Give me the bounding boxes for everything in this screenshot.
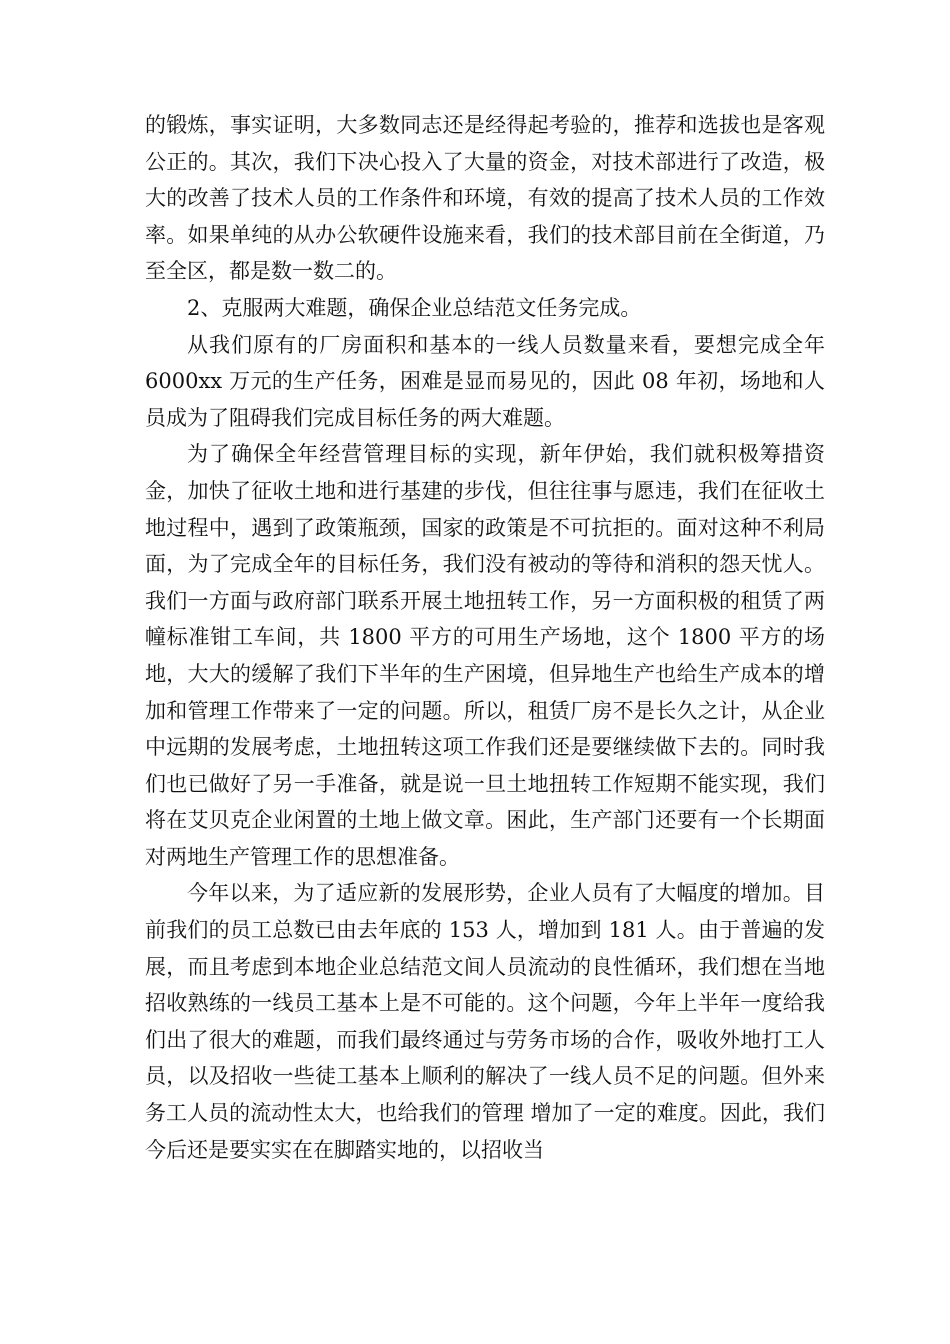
- paragraph-1: 的锻炼，事实证明，大多数同志还是经得起考验的，推荐和选拔也是客观公正的。其次，我们下决心投入了大量的资金，对技术部进行了改造，极大的改善了技术人员的工作条件和环境，有效的提高了技术人员的工作效率。如果单纯的从办公软硬件设施来看，我们的技术部目前在全街道，乃至全区，都是数一数二的。: [145, 113, 825, 284]
- paragraph-4: 为了确保全年经营管理目标的实现，新年伊始，我们就积极筹措资金，加快了征收土地和进行基建的步伐，但往往事与愿违，我们在征收土地过程中，遇到了政策瓶颈，国家的政策是不可抗拒的。面对这种不利局面，为了完成全年的目标任务，我们没有被动的等待和消积的怨天忧人。我们一方面与政府部门联系开展土地扭转工作，另一方面积极的租赁了两幢标准钳工车间，共 1800 平方的可用生产场地，这个 1800 平方的场地，大大的缓解了我们下半年的生产困境，但异地生产也给生产成本的增加和管理工作带来了一定的问题。所以，租赁厂房不是长久之计，从企业中远期的发展考虑，土地扭转这项工作我们还是要继续做下去的。同时我们也已做好了另一手准备，就是说一旦土地扭转工作短期不能实现，我们将在艾贝克企业闲置的土地上做文章。困此，生产部门还要有一个长期面对两地生产管理工作的思想准备。: [145, 442, 825, 869]
- paragraph-5: 今年以来，为了适应新的发展形势，企业人员有了大幅度的增加。目前我们的员工总数已由去年底的 153 人，增加到 181 人。由于普遍的发展，而且考虑到本地企业总结范文间人员流动的良性循环，我们想在当地招收熟练的一线员工基本上是不可能的。这个问题，今年上半年一度给我们出了很大的难题，而我们最终通过与劳务市场的合作，吸收外地打工人员，以及招收一些徒工基本上顺利的解决了一线人员不足的问题。但外来务工人员的流动性太大，也给我们的管理 增加了一定的难度。因此，我们今后还是要实实在在脚踏实地的，以招收当: [145, 881, 825, 1162]
- paragraph-3: 从我们原有的厂房面积和基本的一线人员数量来看，要想完成全年 6000xx 万元的生产任务，困难是显而易见的，因此 08 年初，场地和人员成为了阻碍我们完成目标任务的两大难题。: [145, 332, 825, 430]
- document-body: [145, 107, 825, 1168]
- paragraph-2-heading: 2、克服两大难题，确保企业总结范文任务完成。: [187, 295, 642, 320]
